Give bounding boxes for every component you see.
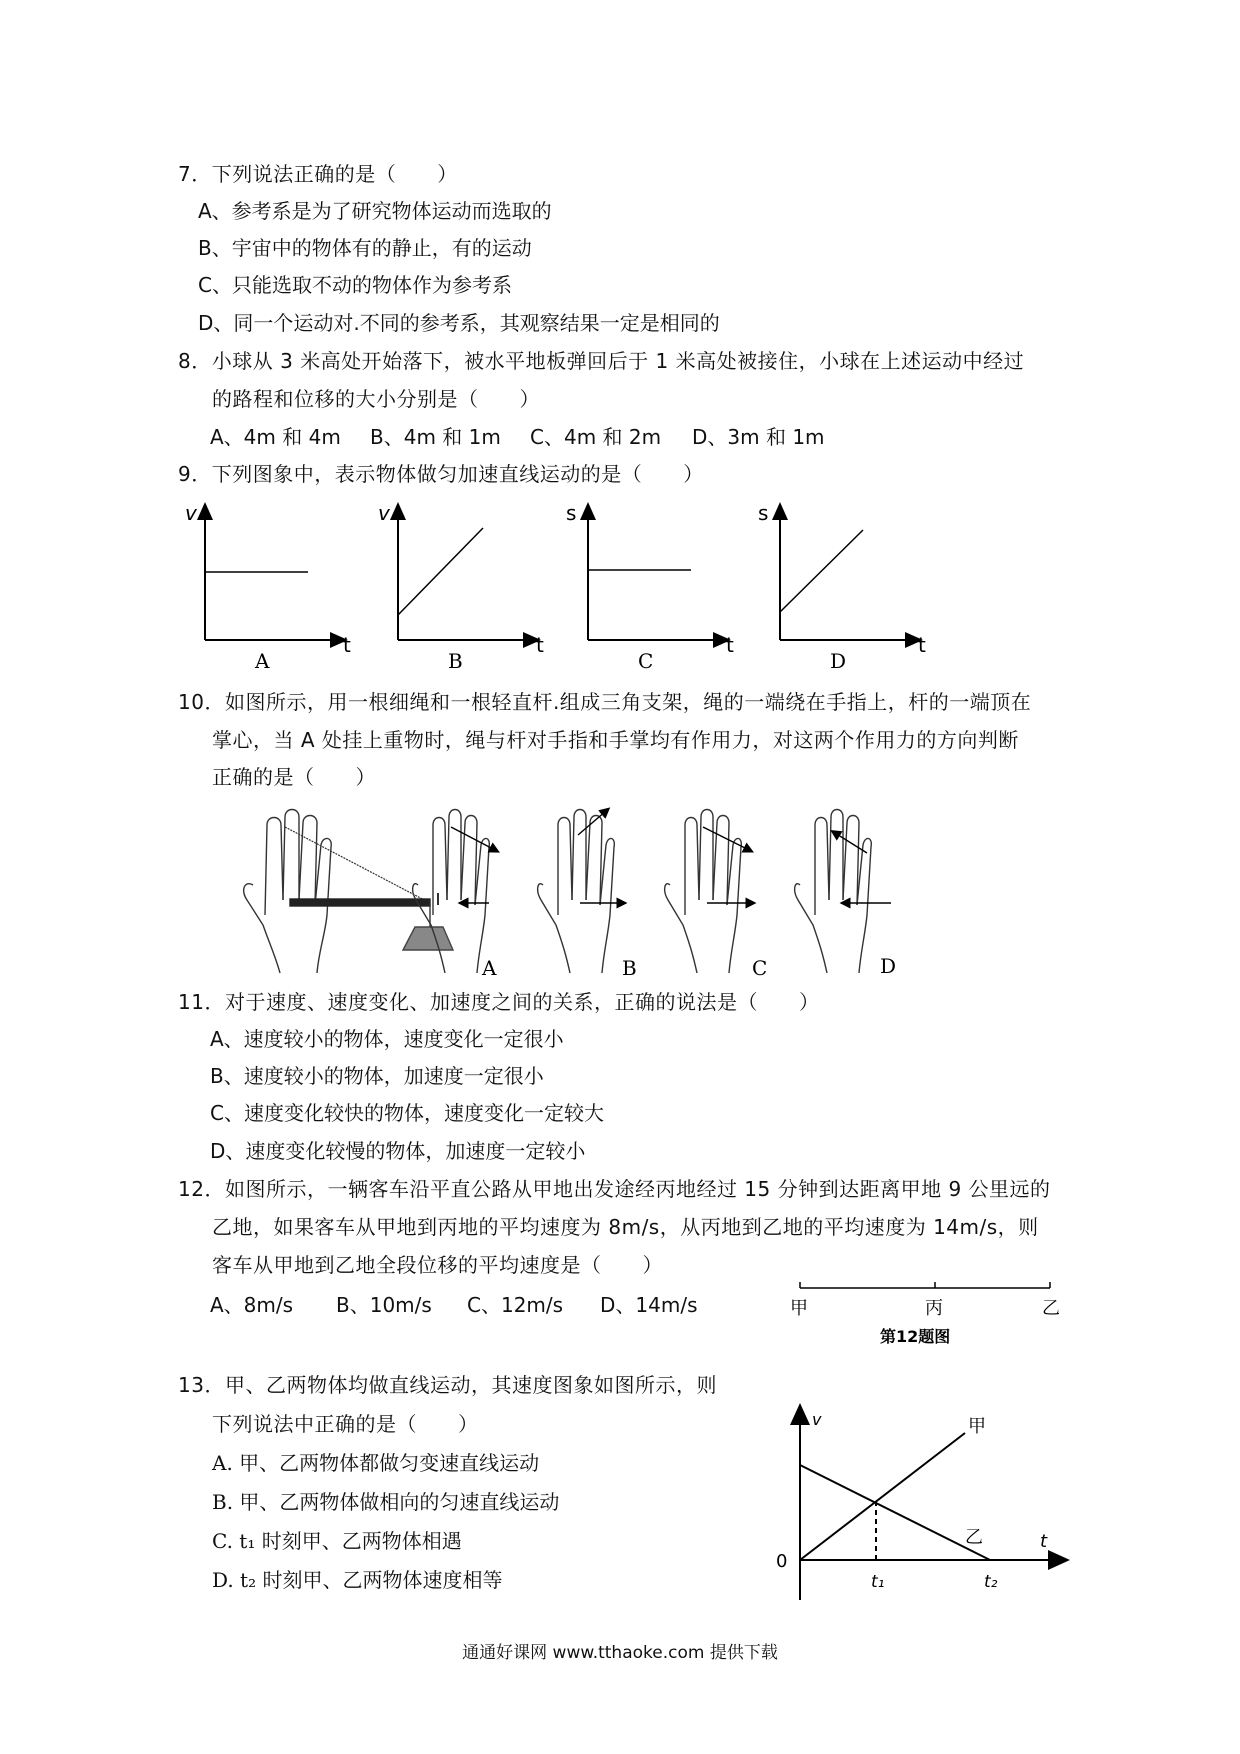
q10-stem-line1: 10．如图所示，用一根细绳和一根轻直杆.组成三角支架，绳的一端绕在手指上，杆的一端顶在	[178, 690, 1032, 714]
figure-label-d: D	[880, 954, 897, 978]
q13-option-b: B. 甲、乙两物体做相向的匀速直线运动	[212, 1490, 560, 1514]
q13-line-yi: 乙	[965, 1527, 983, 1548]
q13-stem-line2: 下列说法中正确的是（ ）	[212, 1412, 479, 1436]
graph-b-y-label: v	[378, 501, 390, 525]
q11-option-b: B、速度较小的物体，加速度一定很小	[210, 1064, 544, 1088]
hand-figure-main	[244, 810, 453, 974]
route-point-bing: 丙	[925, 1298, 943, 1319]
q8-stem-line2: 的路程和位移的大小分别是（ ）	[212, 387, 540, 411]
graph-a-x-label: t	[343, 633, 351, 657]
q8-option-b: B、4m 和 1m	[370, 425, 501, 449]
q13-t2-label: t₂	[984, 1572, 998, 1592]
q12-stem-line2: 乙地，如果客车从甲地到丙地的平均速度为 8m/s，从丙地到乙地的平均速度为 14m/s，则	[212, 1215, 1039, 1239]
graph-b-caption: B	[448, 649, 463, 673]
q10-stem-line2: 掌心，当 A 处挂上重物时，绳与杆对手指和手掌均有作用力，对这两个作用力的方向判断	[212, 728, 1019, 752]
q13-stem-line1: 13．甲、乙两物体均做直线运动，其速度图象如图所示，则	[178, 1373, 717, 1397]
graph-d	[758, 501, 926, 673]
q12-stem-line3: 客车从甲地到乙地全段位移的平均速度是（ ）	[212, 1253, 663, 1277]
q13-y-label: v	[812, 1410, 822, 1429]
q11-stem: 11．对于速度、速度变化、加速度之间的关系，正确的说法是（ ）	[178, 990, 820, 1014]
q12-option-b: B、10m/s	[336, 1293, 432, 1317]
route-caption: 第12题图	[880, 1327, 951, 1346]
q12-option-c: C、12m/s	[467, 1293, 564, 1317]
q12-stem-line1: 12．如图所示，一辆客车沿平直公路从甲地出发途经丙地经过 15 分钟到达距离甲地 9 公里远的	[178, 1177, 1051, 1201]
q9-stem: 9．下列图象中，表示物体做匀加速直线运动的是（ ）	[178, 462, 704, 486]
q13-line-jia: 甲	[968, 1416, 986, 1437]
graph-c-caption: C	[638, 649, 654, 673]
q13-x-label: t	[1040, 1531, 1048, 1552]
q13-t1-label: t₁	[871, 1572, 885, 1592]
graph-d-x-label: t	[918, 633, 926, 657]
q11-option-d: D、速度变化较慢的物体，加速度一定较小	[210, 1139, 586, 1163]
q12-route-figure	[780, 1270, 1070, 1350]
graph-b	[378, 501, 544, 673]
q11-option-c: C、速度变化较快的物体，速度变化一定较大	[210, 1101, 604, 1125]
q13-velocity-graph	[750, 1405, 1070, 1610]
hand-figure-b	[538, 810, 622, 974]
q12-option-d: D、14m/s	[600, 1293, 698, 1317]
figure-label-a: A	[482, 956, 497, 980]
hand-figure-c	[665, 810, 751, 974]
q13-option-c: C. t₁ 时刻甲、乙两物体相遇	[212, 1529, 462, 1553]
q13-origin-label: 0	[776, 1551, 788, 1572]
figure-label-c: C	[752, 956, 768, 980]
q7-option-a: A、参考系是为了研究物体运动而选取的	[198, 199, 552, 223]
q8-option-d: D、3m 和 1m	[692, 425, 825, 449]
route-point-yi: 乙	[1042, 1298, 1060, 1319]
q13-option-a: A. 甲、乙两物体都做匀变速直线运动	[212, 1451, 540, 1475]
graph-b-x-label: t	[536, 633, 544, 657]
q10-stem-line3: 正确的是（ ）	[212, 765, 376, 789]
graph-d-y-label: s	[758, 501, 769, 525]
q7-option-c: C、只能选取不动的物体作为参考系	[198, 273, 512, 297]
q7-option-b: B、宇宙中的物体有的静止，有的运动	[198, 236, 532, 260]
q7-stem: 7．下列说法正确的是（ ）	[178, 162, 458, 186]
q8-stem-line1: 8．小球从 3 米高处开始落下，被水平地板弹回后于 1 米高处被接住，小球在上述运动中经过	[178, 349, 1025, 373]
q12-option-a: A、8m/s	[210, 1293, 294, 1317]
q13-option-d: D. t₂ 时刻甲、乙两物体速度相等	[212, 1568, 503, 1592]
q8-option-c: C、4m 和 2m	[530, 425, 662, 449]
graph-a-y-label: v	[185, 501, 197, 525]
graph-a	[185, 501, 351, 673]
graph-c-x-label: t	[726, 633, 734, 657]
q9-graphs	[180, 500, 1080, 675]
q11-option-a: A、速度较小的物体，速度变化一定很小	[210, 1027, 564, 1051]
graph-a-caption: A	[255, 649, 270, 673]
graph-d-caption: D	[830, 649, 847, 673]
page-footer: 通通好课网 www.tthaoke.com 提供下载	[462, 1643, 778, 1663]
figure-label-b: B	[622, 956, 637, 980]
q7-option-d: D、同一个运动对.不同的参考系，其观察结果一定是相同的	[198, 311, 720, 335]
route-point-jia: 甲	[790, 1298, 808, 1319]
graph-c	[566, 501, 734, 673]
hand-figure-d	[795, 810, 891, 974]
q10-hand-figures	[235, 805, 965, 980]
graph-c-y-label: s	[566, 501, 577, 525]
q8-option-a: A、4m 和 4m	[210, 425, 341, 449]
